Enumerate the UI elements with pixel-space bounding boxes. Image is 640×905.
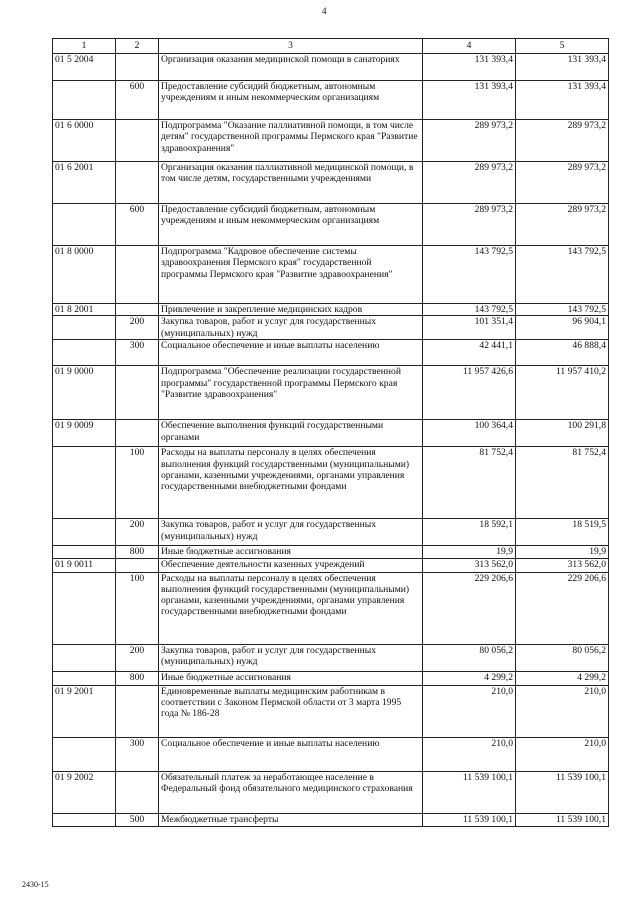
row-code xyxy=(53,546,116,558)
row-name: Организация оказания паллиативной медицинской помощи, в том числе детям, государственными учреждениями xyxy=(159,162,423,204)
row-code: 01 6 0000 xyxy=(53,120,116,162)
row-value-2016: 313 562,0 xyxy=(516,558,609,572)
row-name: Социальное обеспечение и иные выплаты населению xyxy=(159,340,423,366)
row-code xyxy=(53,572,116,644)
row-type: 200 xyxy=(116,519,159,546)
header-cell-1: 1 xyxy=(53,39,116,54)
row-value-2015: 143 792,5 xyxy=(423,246,516,304)
row-code xyxy=(53,340,116,366)
page-number: 4 xyxy=(322,6,327,16)
row-name: Подпрограмма "Обеспечение реализации государственной программы" государственной программы Пермского края "Развитие здравоохранения" xyxy=(159,366,423,420)
row-name: Обеспечение деятельности казенных учреждений xyxy=(159,558,423,572)
table-row xyxy=(53,519,609,546)
row-value-2015: 210,0 xyxy=(423,685,516,737)
row-type xyxy=(116,304,159,316)
budget-table xyxy=(52,38,609,827)
row-value-2015: 81 752,4 xyxy=(423,447,516,519)
table-row xyxy=(53,813,609,826)
row-name: Единовременные выплаты медицинским работникам в соответствии с Законом Пермской области от 3 марта 1995 года № 186-28 xyxy=(159,685,423,737)
row-value-2015: 289 973,2 xyxy=(423,204,516,246)
row-name: Подпрограмма "Кадровое обеспечение системы здравоохранения Пермского края" государственной программы Пермского края "Развитие здравоохранения" xyxy=(159,246,423,304)
row-name: Предоставление субсидий бюджетным, автономным учреждениям и иным некоммерческим организациям xyxy=(159,204,423,246)
row-name: Обязательный платеж за неработающее население в Федеральный фонд обязательного медицинского страхования xyxy=(159,771,423,813)
row-code xyxy=(53,204,116,246)
row-value-2015: 100 364,4 xyxy=(423,420,516,447)
table-row xyxy=(53,737,609,771)
table-row xyxy=(53,54,609,81)
row-type xyxy=(116,685,159,737)
row-type: 600 xyxy=(116,204,159,246)
table-row xyxy=(53,771,609,813)
row-code: 01 9 0011 xyxy=(53,558,116,572)
row-value-2016: 18 519,5 xyxy=(516,519,609,546)
row-value-2016: 229 206,6 xyxy=(516,572,609,644)
row-type: 800 xyxy=(116,671,159,685)
table-row xyxy=(53,304,609,316)
row-value-2015: 143 792,5 xyxy=(423,304,516,316)
row-type xyxy=(116,246,159,304)
row-value-2015: 229 206,6 xyxy=(423,572,516,644)
row-type: 200 xyxy=(116,316,159,340)
row-code: 01 9 2002 xyxy=(53,771,116,813)
table-row xyxy=(53,81,609,120)
table-row xyxy=(53,366,609,420)
row-value-2016: 289 973,2 xyxy=(516,162,609,204)
table-row xyxy=(53,685,609,737)
table-row xyxy=(53,340,609,366)
row-name: Предоставление субсидий бюджетным, автономным учреждениям и иным некоммерческим организациям xyxy=(159,81,423,120)
row-code xyxy=(53,316,116,340)
row-code: 01 9 0009 xyxy=(53,420,116,447)
row-value-2016: 11 539 100,1 xyxy=(516,813,609,826)
table-row xyxy=(53,572,609,644)
row-code xyxy=(53,813,116,826)
row-type: 200 xyxy=(116,644,159,671)
row-code xyxy=(53,447,116,519)
row-code: 01 9 2001 xyxy=(53,685,116,737)
row-value-2015: 11 539 100,1 xyxy=(423,813,516,826)
row-type: 600 xyxy=(116,81,159,120)
row-value-2015: 11 539 100,1 xyxy=(423,771,516,813)
row-value-2015: 19,9 xyxy=(423,546,516,558)
row-value-2016: 143 792,5 xyxy=(516,246,609,304)
budget-table-body xyxy=(53,39,609,827)
table-row xyxy=(53,162,609,204)
row-value-2015: 4 299,2 xyxy=(423,671,516,685)
row-code: 01 8 0000 xyxy=(53,246,116,304)
row-value-2015: 131 393,4 xyxy=(423,54,516,81)
header-cell-4: 4 xyxy=(423,39,516,54)
table-row xyxy=(53,316,609,340)
row-value-2016: 46 888,4 xyxy=(516,340,609,366)
row-name: Закупка товаров, работ и услуг для государственных (муниципальных) нужд xyxy=(159,316,423,340)
table-row xyxy=(53,546,609,558)
row-type: 800 xyxy=(116,546,159,558)
table-row xyxy=(53,246,609,304)
table-row xyxy=(53,644,609,671)
header-cell-5: 5 xyxy=(516,39,609,54)
row-type xyxy=(116,162,159,204)
header-row xyxy=(53,39,609,54)
table-row xyxy=(53,671,609,685)
row-value-2015: 42 441,1 xyxy=(423,340,516,366)
row-name: Привлечение и закрепление медицинских кадров xyxy=(159,304,423,316)
row-name: Иные бюджетные ассигнования xyxy=(159,671,423,685)
row-value-2015: 18 592,1 xyxy=(423,519,516,546)
row-name: Расходы на выплаты персоналу в целях обеспечения выполнения функций государственными (муниципальными) органами, казенными учреждениями, органами управления государственными внебюджетными фондами xyxy=(159,572,423,644)
row-name: Закупка товаров, работ и услуг для государственных (муниципальных) нужд xyxy=(159,644,423,671)
row-name: Организация оказания медицинской помощи в санаториях xyxy=(159,54,423,81)
table-row xyxy=(53,204,609,246)
row-type xyxy=(116,420,159,447)
row-name: Иные бюджетные ассигнования xyxy=(159,546,423,558)
row-code xyxy=(53,737,116,771)
row-value-2016: 289 973,2 xyxy=(516,204,609,246)
row-value-2016: 100 291,8 xyxy=(516,420,609,447)
row-value-2015: 80 056,2 xyxy=(423,644,516,671)
row-name: Обеспечение выполнения функций государственными органами xyxy=(159,420,423,447)
row-type: 500 xyxy=(116,813,159,826)
row-value-2016: 289 973,2 xyxy=(516,120,609,162)
row-code xyxy=(53,671,116,685)
row-type xyxy=(116,54,159,81)
row-value-2015: 289 973,2 xyxy=(423,162,516,204)
row-type: 300 xyxy=(116,340,159,366)
row-value-2016: 96 904,1 xyxy=(516,316,609,340)
row-value-2016: 131 393,4 xyxy=(516,54,609,81)
row-value-2015: 289 973,2 xyxy=(423,120,516,162)
row-value-2015: 210,0 xyxy=(423,737,516,771)
row-name: Подпрограмма "Оказание паллиативной помощи, в том числе детям" государственной программы Пермского края "Развитие здравоохранения" xyxy=(159,120,423,162)
row-code xyxy=(53,644,116,671)
row-value-2016: 210,0 xyxy=(516,685,609,737)
row-value-2016: 81 752,4 xyxy=(516,447,609,519)
row-value-2016: 11 539 100,1 xyxy=(516,771,609,813)
row-value-2015: 11 957 426,6 xyxy=(423,366,516,420)
row-type xyxy=(116,366,159,420)
row-type xyxy=(116,558,159,572)
row-code xyxy=(53,81,116,120)
table-row xyxy=(53,558,609,572)
row-name: Закупка товаров, работ и услуг для государственных (муниципальных) нужд xyxy=(159,519,423,546)
row-name: Межбюджетные трансферты xyxy=(159,813,423,826)
row-type: 100 xyxy=(116,572,159,644)
row-value-2016: 19,9 xyxy=(516,546,609,558)
row-value-2015: 101 351,4 xyxy=(423,316,516,340)
table-row xyxy=(53,420,609,447)
row-code: 01 8 2001 xyxy=(53,304,116,316)
row-value-2015: 313 562,0 xyxy=(423,558,516,572)
row-value-2016: 143 792,5 xyxy=(516,304,609,316)
row-type: 100 xyxy=(116,447,159,519)
footer-code: 2430-15 xyxy=(22,880,49,889)
row-value-2016: 4 299,2 xyxy=(516,671,609,685)
row-name: Расходы на выплаты персоналу в целях обеспечения выполнения функций государственными (муниципальными) органами, казенными учреждениями, органами управления государственными внебюджетными фондами xyxy=(159,447,423,519)
table-row xyxy=(53,447,609,519)
row-type xyxy=(116,120,159,162)
row-code: 01 9 0000 xyxy=(53,366,116,420)
row-type: 300 xyxy=(116,737,159,771)
header-cell-3: 3 xyxy=(159,39,423,54)
row-name: Социальное обеспечение и иные выплаты населению xyxy=(159,737,423,771)
row-type xyxy=(116,771,159,813)
row-value-2015: 131 393,4 xyxy=(423,81,516,120)
row-code: 01 6 2001 xyxy=(53,162,116,204)
header-cell-2: 2 xyxy=(116,39,159,54)
row-value-2016: 11 957 410,2 xyxy=(516,366,609,420)
row-value-2016: 131 393,4 xyxy=(516,81,609,120)
row-value-2016: 210,0 xyxy=(516,737,609,771)
row-code: 01 5 2004 xyxy=(53,54,116,81)
row-value-2016: 80 056,2 xyxy=(516,644,609,671)
row-code xyxy=(53,519,116,546)
table-row xyxy=(53,120,609,162)
